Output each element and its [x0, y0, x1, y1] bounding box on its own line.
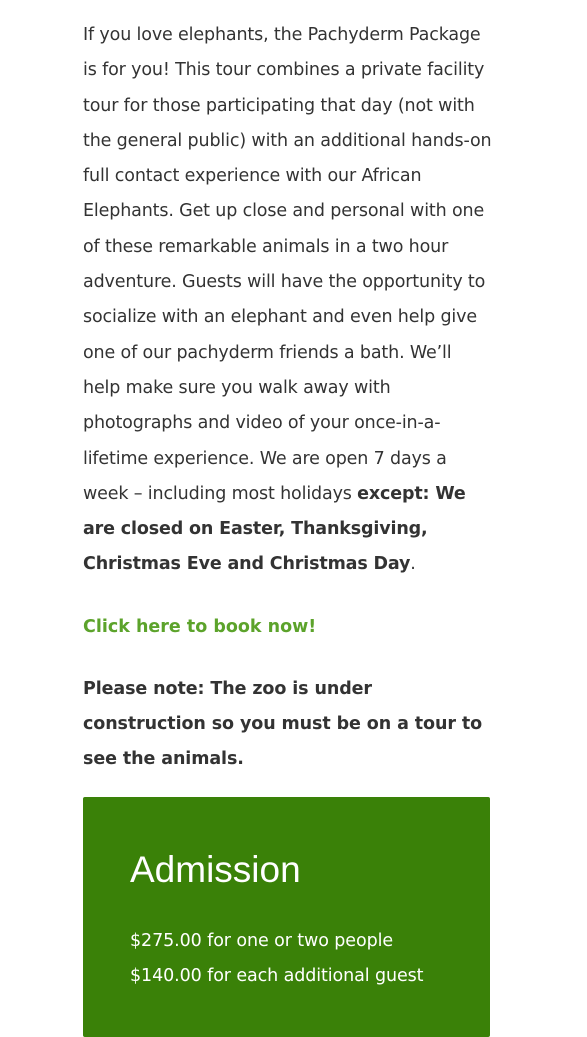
description-end-punctuation: .: [410, 554, 416, 575]
admission-title: Admission: [130, 849, 301, 890]
main-content: [83, 18, 493, 777]
book-now-link[interactable]: Click here to book now!: [83, 616, 317, 637]
price-list: [130, 924, 423, 994]
price-item: $275.00 for one or two people: [130, 931, 394, 951]
admission-panel: [83, 797, 490, 1037]
construction-note: Please note: The zoo is under construction so you must be on a tour to see the animals.: [83, 678, 483, 769]
tour-description-text: If you love elephants, the Pachyderm Package is for you! This tour combines a private facility tour for those participating that day (not with the general public) with an additional hands-on full contact experience with our African Elephants. Get up close and personal with one of these remarkable animals in a two hour adventure. Guests will have the opportunity to socialize with an elephant and even help give one of our pachyderm friends a bath. We’ll help make sure you walk away with photographs and video of your once-in-a-lifetime experience. We are open 7 days a week – including most holidays: [83, 25, 492, 504]
holiday-closure-notice: except: We are closed on Easter, Thanksgiving, Christmas Eve and Christmas Day: [83, 483, 466, 575]
tour-description: [83, 18, 493, 583]
price-item: $140.00 for each additional guest: [130, 966, 424, 986]
